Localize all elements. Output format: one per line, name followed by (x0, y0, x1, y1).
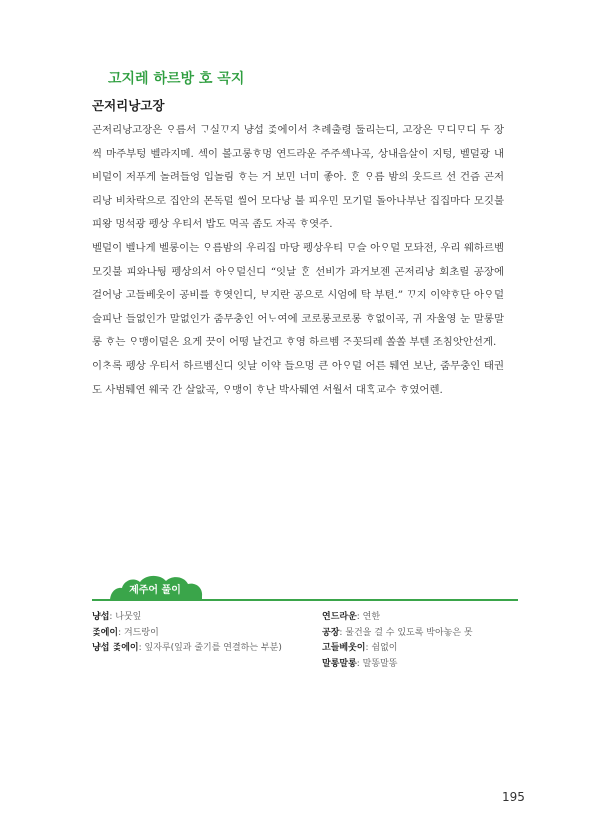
story-paragraph: 이ᄎᆞ록 펭상 우티서 하르벰신디 잇날 이약 들으멍 큰 아ᄋᆞ덜 어른 퉤연 보난, 줌무충인 태권도 사범퉤연 웨국 간 살앖곡, ᄋᆞ맹이 ᄒᆞ난 박사퉤연 서월서 대ᄒᆞᆨ교수 ᄒᆞ였어렌. (92, 359, 504, 396)
glossary-term: 공장 (322, 627, 340, 638)
story-paragraph: 벨덜이 벨나게 벨롱이는 ᄋᆞ름밤의 우리집 마당 펭상우티 ᄆᆞ슬 아ᄋᆞ덜 모돠전, 우리 웨하르벰 모깃불 피와나뒁 펭상의서 아ᄋᆞ덜신디 “잇날 ᄒᆞᆫ 선비가 과거보젠 곤저리낭 회초릴 공장에 걸어낭 고들베웃이 공비를 ᄒᆞ엿인디, ᄇᆞ지란 공으로 시엄에 탁 부텬.” ᄁᆞ지 이약ᄒᆞ단 아ᄋᆞ덜 술피난 들없인가 말없인가 줌무충인 어ᄂᆞ여에 코로롱코로롱 ᄒᆞ없이곡, 귀 자울영 눈 말롱말롱 ᄒᆞ는 ᄋᆞ맹이덜은 요게 끗이 어떵 날건고 ᄒᆞ영 하르벰 ᄌᆞ꼿듸레 쏠쏠 부텐 조침앗안선게. (92, 241, 504, 349)
glossary-meaning: : 쉼없이 (365, 643, 398, 653)
glossary-meaning: : 물건을 걸 수 있도록 박아놓은 못 (339, 627, 473, 638)
glossary-meaning: : 연한 (356, 612, 381, 622)
section-title: 고지레 하르방 호 곡지 (108, 71, 245, 87)
story-body (92, 119, 504, 402)
glossary-meaning: : 잎자루(잎과 줄기를 연결하는 부분) (138, 643, 282, 653)
glossary-item (92, 610, 292, 626)
glossary-meaning: : 말똥말똥 (356, 658, 398, 669)
glossary-divider (92, 599, 518, 601)
glossary-term: 냥섭 (92, 612, 110, 622)
glossary-meaning: : 나뭇잎 (109, 612, 142, 622)
glossary-meaning: : 겨드랑이 (118, 627, 159, 638)
glossary-item (322, 657, 522, 673)
glossary-column-left (92, 610, 292, 657)
glossary-item (92, 641, 292, 657)
glossary-term: 냥섭 ᄌᆞᆽ에이 (92, 643, 139, 653)
glossary-term: ᄌᆞᆽ에이 (92, 627, 119, 638)
glossary-term: 말롱말롱 (322, 658, 357, 669)
glossary-item (322, 626, 522, 642)
glossary-item (322, 641, 522, 657)
glossary-title: 제주어 풀이 (129, 585, 181, 596)
glossary-item (92, 626, 292, 642)
glossary-column-right (322, 610, 522, 672)
story-title: 곤저리낭고장 (92, 98, 165, 113)
page-number: 195 (502, 790, 525, 804)
story-paragraph: 곤저리낭고장은 ᄋᆞ름서 ᄀᆞ실ᄁᆞ지 냥섭 ᄌᆞᆽ에이서 ᄎᆞ례출령 둘리는디, 고장은 ᄆᆞ디ᄆᆞ디 두 장씩 마주부텅 벨라지메. 섹이 볼고롱ᄒᆞ멍 연드라운 주주섹나곡, 상내음살이 지텅, 벨덜광 내비덜이 저푸게 놀려들엉 입놀림 ᄒᆞ는 거 보민 너미 좋아. ᄒᆞᆫ ᄋᆞ름 밤의 웃드르 선 건즘 곤저리낭 비차락으로 집안의 몬독덜 씰어 모다낭 불 피우민 모기덜 돌아나부난 집집마다 모깃불 피왕 멍석광 펭상 우티서 밥도 먹곡 좀도 자곡 ᄒᆞ엿주. (92, 124, 504, 231)
glossary-item (322, 610, 522, 626)
glossary-term: 고들베웃이 (322, 643, 366, 653)
glossary-term: 연드라운 (322, 612, 357, 622)
glossary-badge (108, 572, 208, 602)
